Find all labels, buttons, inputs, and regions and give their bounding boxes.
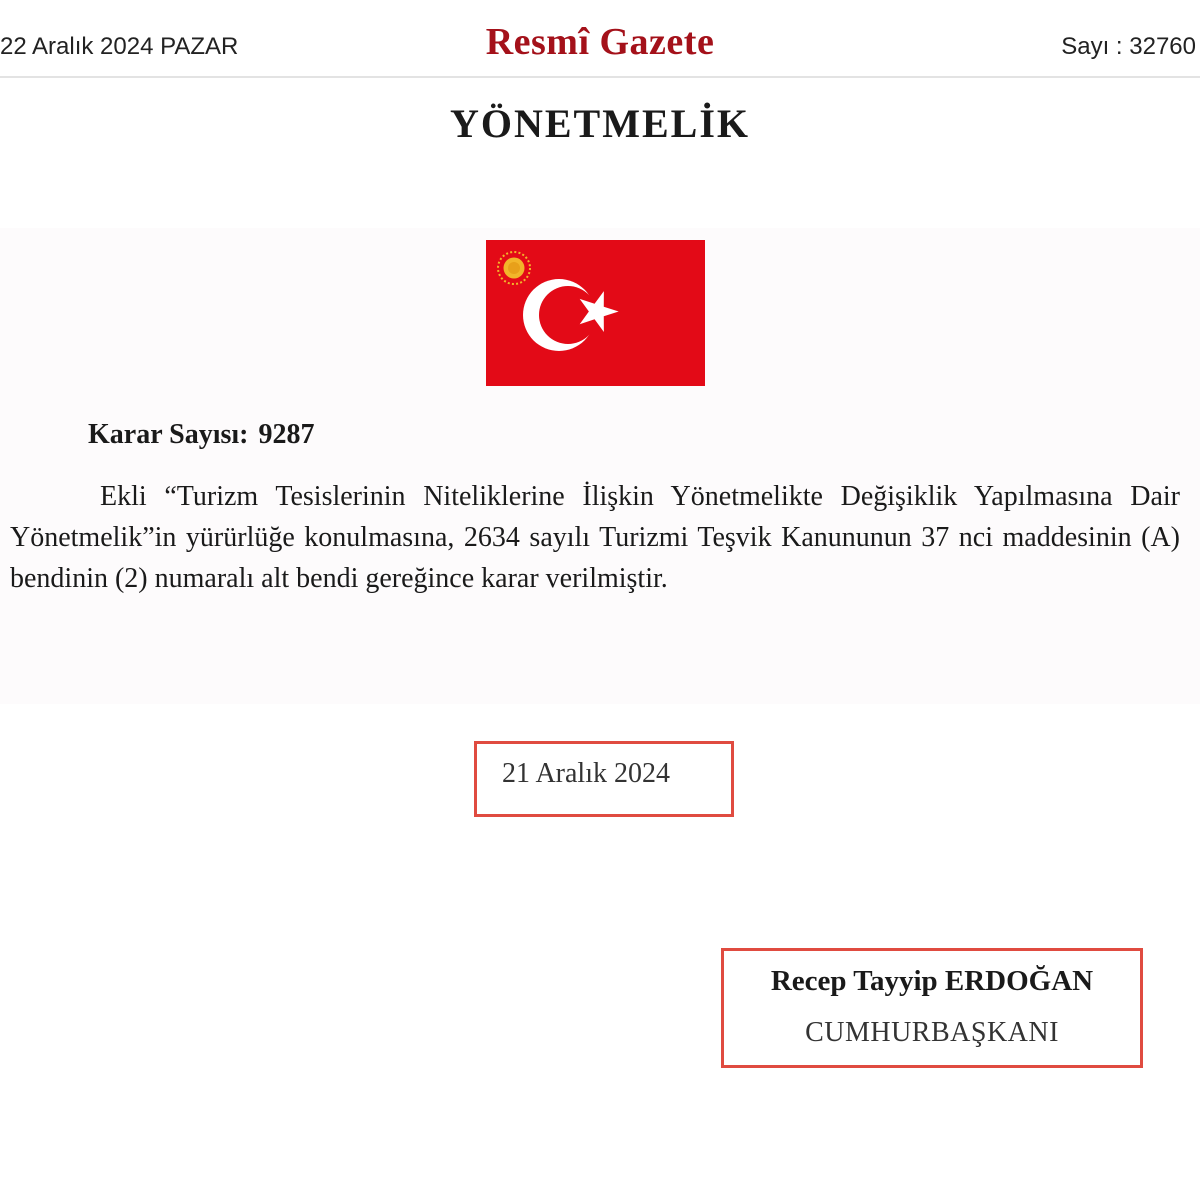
decision-date: 21 Aralık 2024 [502, 758, 670, 789]
turkish-flag-icon [486, 240, 705, 386]
signature-box [721, 948, 1143, 1068]
publication-date: 22 Aralık 2024 PAZAR [0, 33, 239, 60]
decision-paragraph: Ekli “Turizm Tesislerinin Niteliklerine İlişkin Yönetmelikte Değişiklik Yapılmasına Dair Yönetmelik”in yürürlüğe konulmasına, 2634 sayılı Turizmi Teşvik Kanununun 37 nci maddesinin (A) bendinin (2) numaralı alt bendi gereğince karar verilmiştir. [10, 481, 1180, 594]
issue-number: Sayı : 32760 [1061, 33, 1196, 60]
signatory-title: CUMHURBAŞKANI [805, 1017, 1059, 1048]
decision-number: 9287 [258, 419, 315, 450]
decision-label: Karar Sayısı: [88, 419, 249, 450]
masthead [0, 0, 1200, 78]
signatory-name: Recep Tayyip ERDOĞAN [770, 965, 1094, 997]
decision-line [88, 419, 314, 451]
decision-date-box [474, 741, 734, 817]
gazette-title: Resmî Gazete [485, 21, 715, 63]
document-type-heading: YÖNETMELİK [449, 101, 751, 146]
